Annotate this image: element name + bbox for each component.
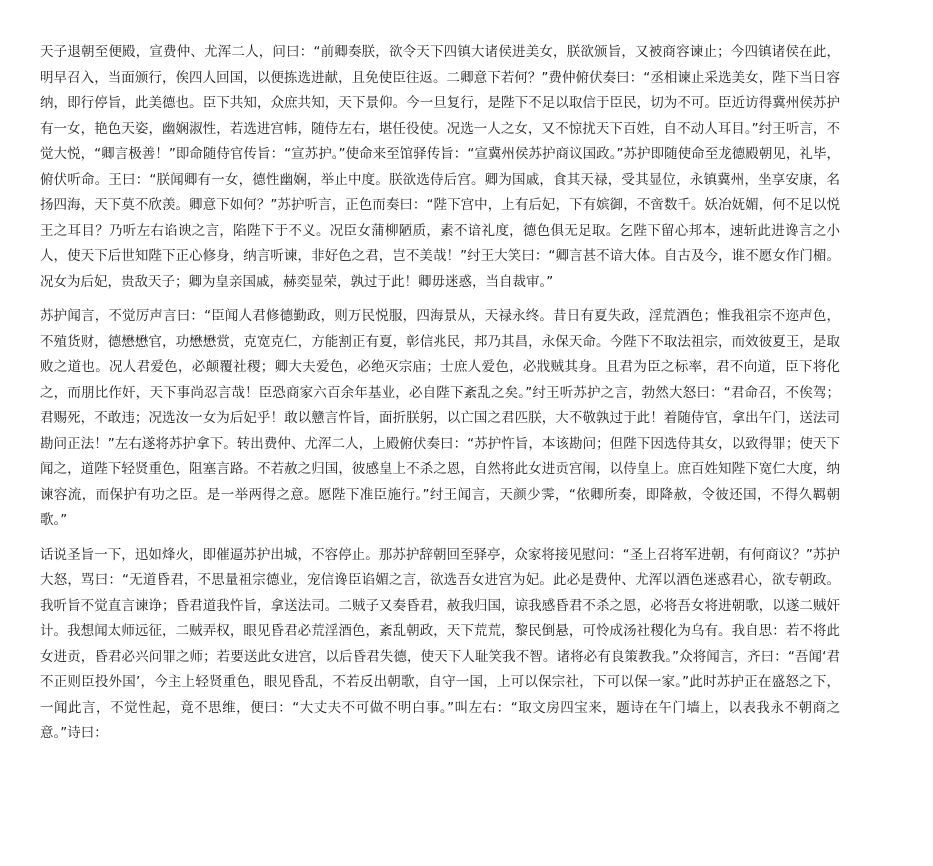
paragraph-1: 天子退朝至便殿，宣费仲、尤浑二人，问曰：“前卿奏朕，欲令天下四镇大诸侯进美女，朕欲颁旨，又被商容谏止；今四镇诸侯在此，明早召入，当面颁行，俟四人回国，以便拣选进献，且免使臣往返。二卿意下若何？”费仲俯伏奏曰：“丞相谏止采选美女，陛下当日容纳，即行停旨，此美德也。臣下共知，众庶共知，天下景仰。今一旦复行，是陛下不足以取信于臣民，切为不可。臣近访得冀州侯苏护有一女，艳色天姿，幽娴淑性，若选进宫帏，随侍左右，堪任役使。况选一人之女，又不惊扰天下百姓，自不动人耳目。”纣王听言，不觉大悦，“卿言极善！”即命随侍官传旨：“宣苏护。”使命来至馆驿传旨：“宣冀州侯苏护商议国政。”苏护即随使命至龙德殿朝见，礼毕，俯伏听命。王曰：“朕闻卿有一女，德性幽娴，举止中度。朕欲选侍后宫。卿为国戚，食其天禄，受其显位，永镇冀州，坐享安康，名扬四海，天下莫不欣羡。卿意下如何？”苏护听言，正色而奏曰：“陛下宫中，上有后妃，下有嫔御，不啻数千。妖冶妩媚，何不足以悦王之耳目？乃听左右谄谀之言，陷陛下于不义。况臣女蒲柳陋质，素不谙礼度，德色俱无足取。乞陛下留心邦本，速斩此进谗言之小人，使天下后世知陛下正心修身，纳言听谏，非好色之君，岂不美哉！”纣王大笑曰：“卿言甚不谙大体。自古及今，谁不愿女作门楣。况女为后妃，贵敌天子；卿为皇亲国戚，赫奕显荣，孰过于此！卿毋迷惑，当自裁审。” bbox=[40, 44, 840, 290]
paragraph-2: 苏护闻言，不觉厉声言曰：“臣闻人君修德勤政，则万民悦服，四海景从，天禄永终。昔日有夏失政，淫荒酒色；惟我祖宗不迩声色，不殖货财，德懋懋官，功懋懋赏，克宽克仁，方能割正有夏，彰信兆民，邦乃其昌，永保天命。今陛下不取法祖宗，而效彼夏王，是取败之道也。况人君爱色，必颠覆社稷；卿大夫爱色，必绝灭宗庙；士庶人爱色，必戕贼其身。且君为臣之标率，君不向道，臣下将化之，而朋比作奸，天下事尚忍言哉！臣恐商家六百余年基业，必自陛下紊乱之矣。”纣王听苏护之言，勃然大怒曰：“君命召，不俟驾；君赐死，不敢违；况选汝一女为后妃乎！敢以戆言忤旨，面折朕躬，以亡国之君匹朕，大不敬孰过于此！着随侍官，拿出午门，送法司勘问正法！”左右遂将苏护拿下。转出费仲、尤浑二人，上殿俯伏奏曰：“苏护忤旨，本该勘问；但陛下因选侍其女，以致得罪；使天下闻之，道陛下轻贤重色，阻塞言路。不若赦之归国，彼感皇上不杀之恩，自然将此女进贡宫闱，以侍皇上。庶百姓知陛下宽仁大度，纳谏容流，而保护有功之臣。是一举两得之意。愿陛下准臣施行。”纣王闻言，天颜少霁，“依卿所奏，即降赦，令彼还国，不得久羁朝歌。” bbox=[40, 308, 840, 528]
paragraph-3: 话说圣旨一下，迅如烽火，即催逼苏护出城，不容停止。那苏护辞朝回至驿亭，众家将接见慰问：“圣上召将军进朝，有何商议？”苏护大怒，骂曰：“无道昏君，不思量祖宗德业，宠信谗臣谄媚之言，欲选吾女进宫为妃。此必是费仲、尤浑以酒色迷惑君心，欲专朝政。我听旨不觉直言谏诤；昏君道我忤旨，拿送法司。二贼子又奏昏君，赦我归国，谅我感昏君不杀之恩，必将吾女将进朝歌，以遂二贼奸计。我想闻太师远征，二贼弄权，眼见昏君必荒淫酒色，紊乱朝政，天下荒荒，黎民倒悬，可怜成汤社稷化为乌有。我自思：若不将此女进贡，昏君必兴问罪之师；若要送此女进宫，以后昏君失德，使天下人耻笑我不智。诸将必有良策教我。”众将闻言，齐曰：“吾闻‘君不正则臣投外国’，今主上轻贤重色，眼见昏乱，不若反出朝歌，自守一国，上可以保宗社，下可以保一家。”此时苏护正在盛怒之下，一闻此言，不觉性起，竟不思维，便曰：“大丈夫不可做不明白事。”叫左右：“取文房四宝来，题诗在午门墙上，以表我永不朝商之意。”诗曰： bbox=[40, 546, 840, 741]
document-page bbox=[40, 40, 840, 756]
